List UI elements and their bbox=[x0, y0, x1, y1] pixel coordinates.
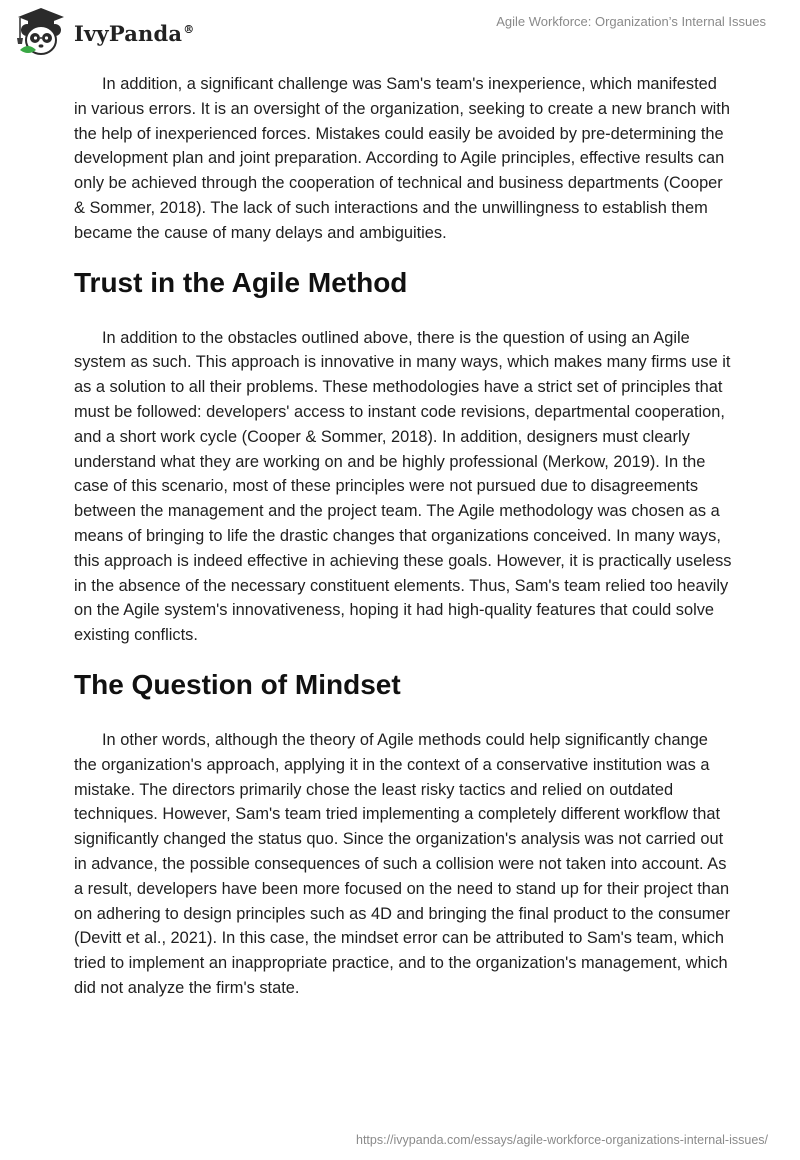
article-body bbox=[74, 72, 734, 1001]
panda-graduate-icon bbox=[14, 6, 68, 58]
page-header bbox=[0, 0, 800, 64]
brand-logo[interactable] bbox=[14, 6, 194, 58]
section-heading-mindset: The Question of Mindset bbox=[74, 668, 401, 700]
intro-paragraph: In addition, a significant challenge was Sam's team's inexperience, which manifested in various errors. It is an oversight of the organization, seeking to create a new branch with the help of inexperienced forces. Mistakes could easily be avoided by pre-determining the development plan and joint preparation. According to Agile principles, effective results can only be achieved through the cooperation of technical and business departments (Cooper & Sommer, 2018). The lack of such interactions and the unwillingness to establish them became the cause of many delays and ambiguities. bbox=[74, 75, 730, 242]
section-paragraph-mindset: In other words, although the theory of Agile methods could help significantly change the organization's approach, applying it in the context of a conservative institution was a mistake. The directors primarily chose the least risky tactics and relied on outdated techniques. However, Sam's team tried implementing a completely different workflow that significantly changed the status quo. Since the organization's analysis was not carried out in advance, the possible consequences of such a collision were not taken into account. As a result, developers have been more focused on the need to stand up for their project than on adhering to design principles such as 4D and bringing the final product to the consumer (Devitt et al., 2021). In this case, the mindset error can be attributed to Sam's team, which tried to implement an inappropriate practice, and to the organization's management, which did not analyze the firm's state. bbox=[74, 730, 731, 997]
document-title: Agile Workforce: Organization’s Internal Issues bbox=[496, 14, 766, 29]
section-paragraph-trust: In addition to the obstacles outlined above, there is the question of using an Agile system as such. This approach is innovative in many ways, which makes many firms use it as a solution to all their problems. These methodologies have a strict set of principles that must be followed: developers' access to instant code revisions, departmental cooperation, and a short work cycle (Cooper & Sommer, 2018). In addition, designers must clearly understand what they are working on and be highly professional (Merkow, 2019). In the case of this scenario, most of these principles were not pursued due to disagreements between the management and the project team. The Agile methodology was chosen as a means of bringing to life the drastic changes that organizations conceived. In many ways, this approach is indeed effective in achieving these goals. However, it is practically useless in the absence of the necessary constituent elements. Thus, Sam's team relied too heavily on the Agile system's innovativeness, hoping it had high-quality features that could solve existing conflicts. bbox=[74, 328, 732, 645]
source-url-link[interactable]: https://ivypanda.com/essays/agile-workforce-organizations-internal-issues/ bbox=[356, 1133, 768, 1147]
brand-name: IvyPanda® bbox=[74, 20, 195, 46]
section-heading-trust: Trust in the Agile Method bbox=[74, 266, 408, 298]
registered-mark: ® bbox=[183, 22, 195, 36]
